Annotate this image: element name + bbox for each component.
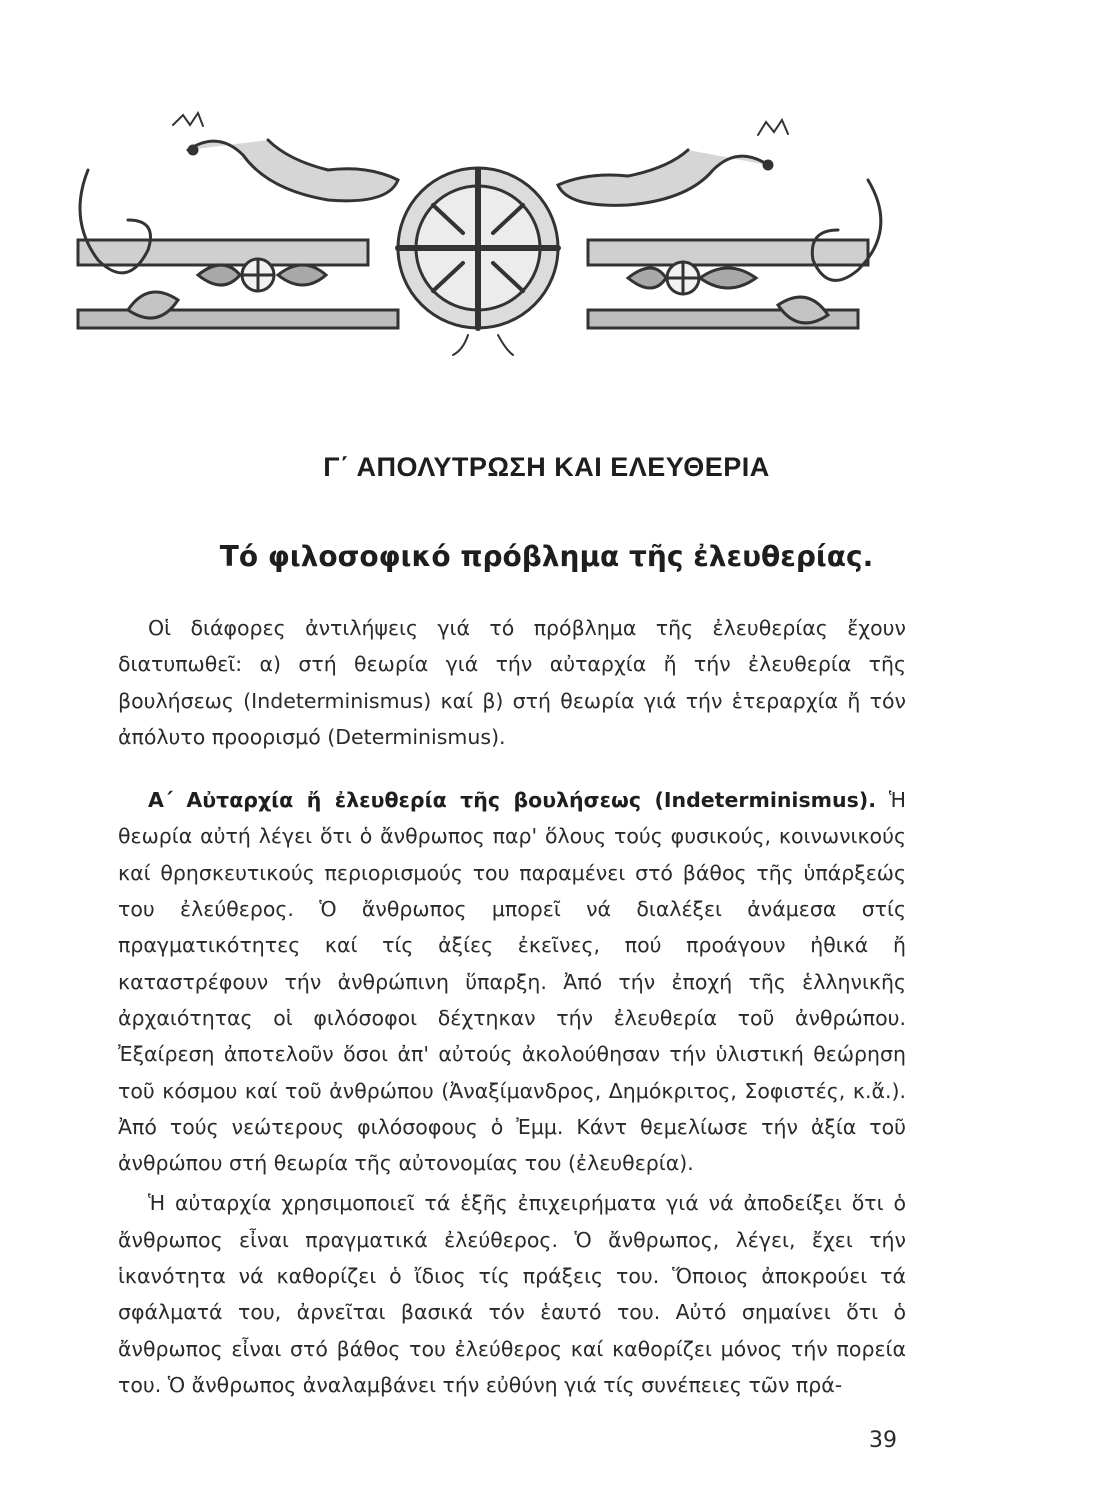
- paragraph-3: Ἡ αὐταρχία χρησιμοποιεῖ τά ἑξῆς ἐπιχειρήματα γιά νά ἀποδείξει ὅτι ὁ ἄνθρωπος εἶναι πραγματικά ἐλεύθερος. Ὁ ἄνθρωπος, λέγει, ἔχει τήν ἱκανότητα νά καθορίζει ὁ ἴδιος τίς πράξεις του. Ὅποιος ἀποκρούει τά σφάλματά του, ἀρνεῖται βασικά τόν ἑαυτό του. Αὐτό σημαίνει ὅτι ὁ ἄνθρωπος εἶναι στό βάθος του ἐλεύθερος καί καθορίζει μόνος τήν πορεία του. Ὁ ἄνθρωπος ἀναλαμβάνει τήν εὐθύνη γιά τίς συνέπειες τῶν πρά-: [118, 1191, 906, 1397]
- paragraph-1: Οἱ διάφορες ἀντιλήψεις γιά τό πρόβλημα τῆς ἐλευθερίας ἔχουν διατυπωθεῖ: α) στή θεωρία γιά τήν αὐταρχία ἤ τήν ἐλευθερία τῆς βουλήσεως (Indeterminismus) καί β) στή θεωρία γιά τήν ἑτεραρχία ἤ τόν ἀπόλυτο προορισμό (Determinismus).: [118, 616, 906, 749]
- body-text: [118, 610, 906, 1403]
- paragraph-2: [118, 782, 906, 1181]
- chapter-title: Γ΄ ΑΠΟΛΥΤΡΩΣΗ ΚΑΙ ΕΛΕΥΘΕΡΙΑ: [323, 452, 770, 482]
- paragraph-2-text: Ἡ θεωρία αὐτή λέγει ὅτι ὁ ἄνθρωπος παρ' ὅλους τούς φυσικούς, κοινωνικούς καί θρησκευτικούς περιορισμούς του παραμένει στό βάθος τῆς ὑπάρξεώς του ἐλεύθερος. Ὁ ἄνθρωπος μπορεῖ νά διαλέξει ἀνάμεσα στίς πραγματικότητες καί τίς ἀξίες ἐκεῖνες, πού προάγουν ἠθικά ἤ καταστρέφουν τήν ἀνθρώπινη ὕπαρξη. Ἀπό τήν ἐποχή τῆς ἑλληνικῆς ἀρχαιότητας οἱ φιλόσοφοι δέχτηκαν τήν ἐλευθερία τοῦ ἀνθρώπου. Ἐξαίρεση ἀποτελοῦν ὅσοι ἀπ' αὐτούς ἀκολούθησαν τήν ὑλιστική θεώρηση τοῦ κόσμου καί τοῦ ἀνθρώπου (Ἀναξίμανδρος, Δημόκριτος, Σοφιστές, κ.ἄ.). Ἀπό τούς νεώτερους φιλόσοφους ὁ Ἐμμ. Κάντ θεμελίωσε τήν ἀξία τοῦ ἀνθρώπου στή θεωρία τῆς αὐτονομίας του (ἐλευθερία).: [118, 788, 906, 1176]
- paragraph-2-lead: Α΄ Αὐταρχία ἤ ἐλευθερία τῆς βουλήσεως (Indeterminismus).: [148, 788, 876, 813]
- page-number: 39: [869, 1428, 897, 1453]
- section-title: Τό φιλοσοφικό πρόβλημα τῆς ἐλευθερίας.: [219, 540, 874, 573]
- decorative-headpiece-ornament: [68, 110, 888, 360]
